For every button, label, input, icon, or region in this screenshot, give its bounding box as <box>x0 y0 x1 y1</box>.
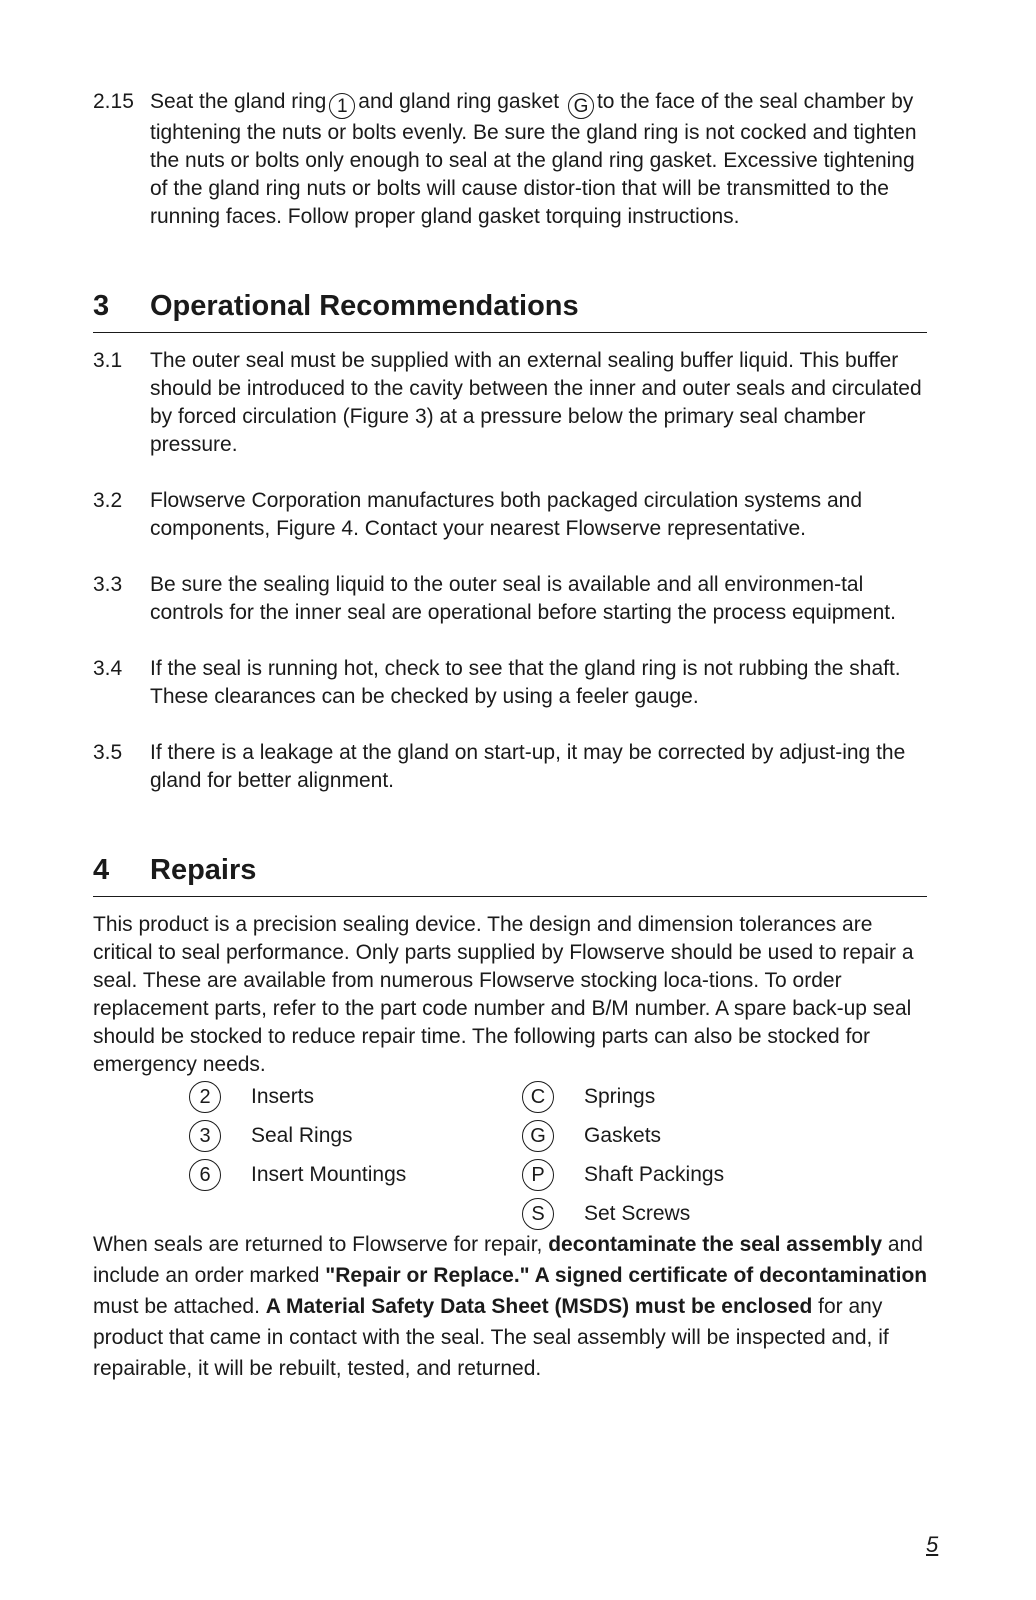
heading-number: 3 <box>93 290 110 322</box>
item-number: 3.3 <box>93 573 123 596</box>
part-item <box>522 1198 922 1229</box>
part-marker: S <box>522 1198 554 1230</box>
item-text: If the seal is running hot, check to see that the gland ring is not rubbing the shaft. These clearances can be checked by using a feeler gauge. <box>150 657 901 708</box>
item-number: 3.1 <box>93 349 123 372</box>
part-marker: 2 <box>189 1081 221 1113</box>
part-label: Set Screws <box>584 1201 691 1225</box>
heading-title: Repairs <box>150 854 257 886</box>
item-text: Be sure the sealing liquid to the outer seal is available and all environmen-tal controls for the inner seal are operational before starting the process equipment. <box>150 573 896 624</box>
bold-run: A Material Safety Data Sheet (MSDS) must be enclosed <box>265 1295 813 1318</box>
page-number: 5 <box>926 1532 939 1557</box>
return-paragraph <box>93 1229 933 1384</box>
item-text <box>150 88 933 231</box>
part-marker: C <box>522 1081 554 1113</box>
part-marker: 6 <box>189 1159 221 1191</box>
operational-list <box>93 347 933 795</box>
part-label: Gaskets <box>584 1123 662 1147</box>
part-label: Insert Mountings <box>251 1162 407 1186</box>
list-item <box>93 739 933 795</box>
text-run: to the face of the seal chamber by tightening the nuts or bolts evenly. Be sure the gland ring is not cocked and tighten the nuts or bolts only enough to seal at the gland ring gasket. Excessive tightening of the gland ring nuts or bolts will cause distor-tion that will be transmitted to the running faces. Follow proper gland gasket torquing instructions. <box>150 90 917 228</box>
item-number: 3.2 <box>93 489 123 512</box>
part-item <box>522 1120 922 1151</box>
part-label: Shaft Packings <box>584 1162 725 1186</box>
item-number: 2.15 <box>93 90 134 113</box>
list-item <box>93 487 933 543</box>
text-run: When seals are returned to Flowserve for repair, <box>93 1233 549 1256</box>
text-run: Seat the gland ring <box>150 90 327 113</box>
part-item <box>189 1159 522 1190</box>
item-text: If there is a leakage at the gland on start-up, it may be corrected by adjust-ing the gland for better alignment. <box>150 741 906 792</box>
item-number: 3.4 <box>93 657 123 680</box>
part-marker: P <box>522 1159 554 1191</box>
part-label: Springs <box>584 1084 656 1108</box>
section-heading-4 <box>93 853 927 897</box>
text-run: and gland ring gasket <box>358 90 560 113</box>
part-label: Inserts <box>251 1084 315 1108</box>
text-run: must be attached. <box>93 1295 266 1318</box>
heading-number: 4 <box>93 854 110 886</box>
part-marker: G <box>522 1120 554 1152</box>
part-item <box>189 1198 522 1229</box>
bold-run: "Repair or Replace." A signed certificate of decontamination <box>325 1264 928 1287</box>
repairs-intro: This product is a precision sealing device. The design and dimension tolerances are critical to seal performance. Only parts supplied by Flowserve should be used to repair a seal. These are available from numerous Flowserve stocking loca-tions. To order replacement parts, refer to the part code number and B/M number. A spare back-up seal should be stocked to reduce repair time. The following parts can also be stocked for emergency needs. <box>93 913 914 1076</box>
heading-title: Operational Recommendations <box>150 290 579 322</box>
item-2-15 <box>93 88 933 231</box>
bold-run: decontaminate the seal assembly <box>548 1233 883 1256</box>
part-item <box>522 1081 922 1112</box>
part-item <box>189 1081 522 1112</box>
page-content <box>93 88 933 1384</box>
part-marker-g: G <box>568 93 594 119</box>
parts-list <box>189 1081 933 1229</box>
text-run: for any product that came in contact with the seal. The seal assembly will be inspected and, if repairable, it will be rebuilt, tested, and returned. <box>93 1295 889 1380</box>
item-text: The outer seal must be supplied with an external sealing buffer liquid. This buffer should be introduced to the cavity between the inner and outer seals and circulated by forced circulation (Figure 3) at a pressure below the primary seal chamber pressure. <box>150 349 922 456</box>
section-heading-3 <box>93 289 927 333</box>
part-label: Seal Rings <box>251 1123 353 1147</box>
part-item <box>522 1159 922 1190</box>
part-marker: 3 <box>189 1120 221 1152</box>
list-item <box>93 571 933 627</box>
part-marker-1: 1 <box>329 93 355 119</box>
item-number: 3.5 <box>93 741 123 764</box>
item-text: Flowserve Corporation manufactures both packaged circulation systems and components, Figure 4. Contact your nearest Flowserve representative. <box>150 489 863 540</box>
part-item <box>189 1120 522 1151</box>
text-run: and include an order marked <box>93 1233 923 1287</box>
list-item <box>93 347 933 459</box>
list-item <box>93 655 933 711</box>
